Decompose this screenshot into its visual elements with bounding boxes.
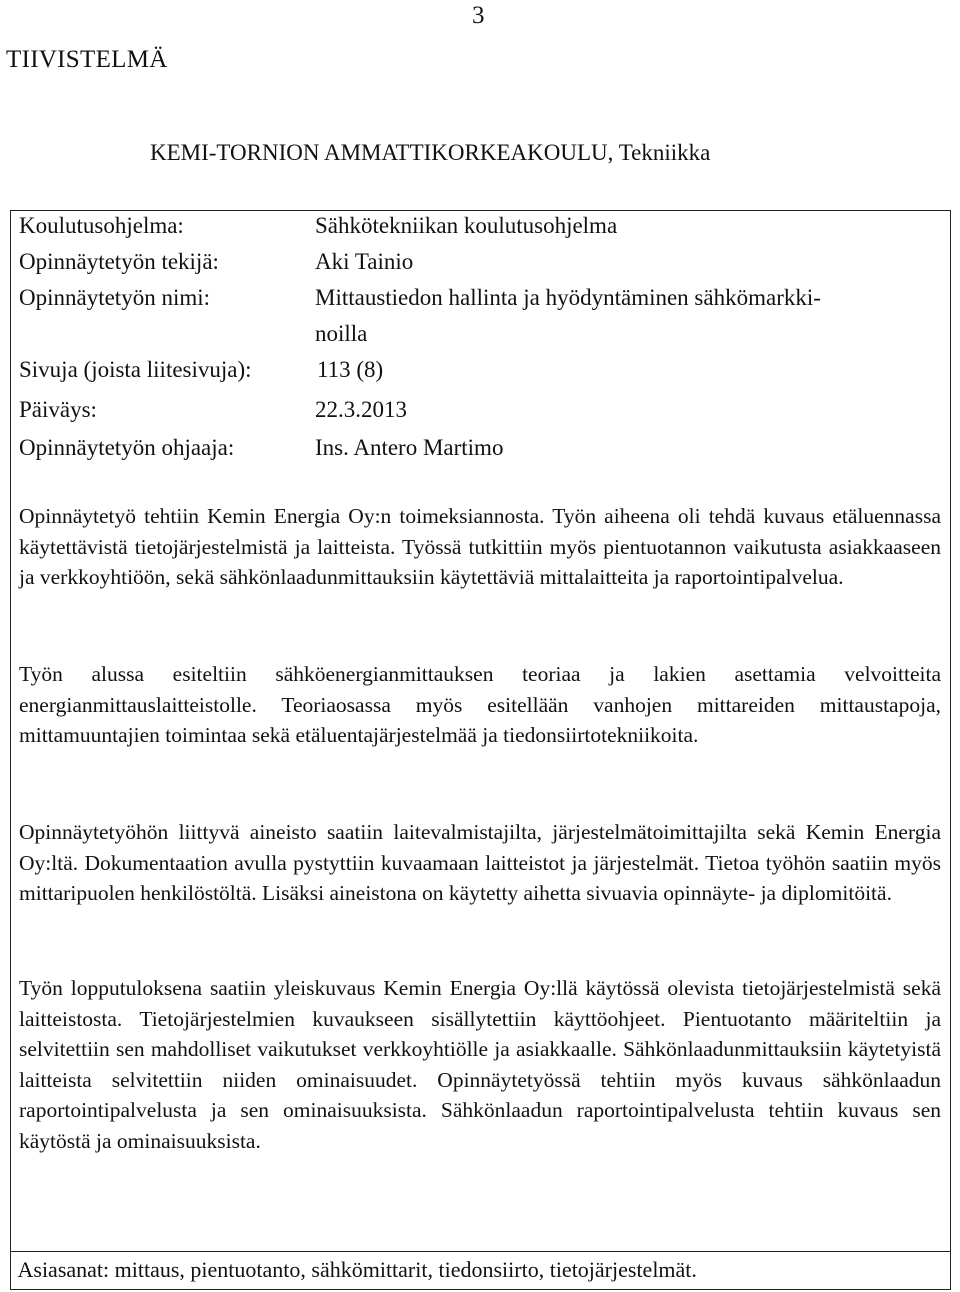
keywords-box <box>10 1251 951 1289</box>
supervisor-label: Opinnäytetyön ohjaaja: <box>19 435 235 460</box>
programme-label: Koulutusohjelma: <box>19 213 184 238</box>
supervisor-value: Ins. Antero Martimo <box>315 435 504 460</box>
pages-label: Sivuja (joista liitesivuja): <box>19 357 252 382</box>
author-label: Opinnäytetyön tekijä: <box>19 249 219 274</box>
author-value: Aki Tainio <box>315 249 414 274</box>
abstract-paragraph-2: Työn alussa esiteltiin sähköenergianmittauksen teoriaa ja lakien asettamia velvoitteita energianmittauslaitteistolle. Teoriaosassa myös esitellään vanhojen mittareiden mittaustapoja, mittamuuntajien toimintaa sekä etäluentajärjestelmää ja tiedonsiirtotekniikoita. <box>19 662 941 748</box>
abstract-paragraph-3: Opinnäytetyöhön liittyvä aineisto saatiin laitevalmistajilta, järjestelmätoimittajilta sekä Kemin Energia Oy:ltä. Dokumentaation avulla pystyttiin kuvaamaan laitteistot ja järjestelmät. Tietoa työhön saatiin myös mittaripuolen henkilöstöltä. Lisäksi aineistona on käytetty aihetta sivuavia opinnäyte- ja diplomitöitä. <box>19 820 941 906</box>
programme-value: Sähkötekniikan koulutusohjelma <box>315 213 618 238</box>
thesis-name-value-line1: Mittaustiedon hallinta ja hyödyntäminen sähkömarkki- <box>315 285 821 310</box>
page-number: 3 <box>472 2 485 29</box>
thesis-name-value-line2: noilla <box>315 321 368 346</box>
page-title: TIIVISTELMÄ <box>6 46 168 73</box>
pages-value: 113 (8) <box>317 357 384 382</box>
abstract-paragraph-4: Työn lopputuloksena saatiin yleiskuvaus Kemin Energia Oy:llä käytössä olevista tietojärjestelmistä sekä laitteistosta. Tietojärjestelmien kuvaukseen sisällytettiin käyttöohjeet. Pientuotanto määriteltiin ja selvitettiin sen mahdolliset vaikutukset verkkoyhtiölle ja asiakkaalle. Sähkönlaadunmittauksiin käytetyistä laitteista selvitettiin niiden ominaisuudet. Opinnäytetyössä tehtiin myös kuvaus sähkönlaadun raportointipalvelusta ja sen ominaisuuksista. Sähkönlaadun raportointipalvelusta tehtiin kuvaus sen käytöstä ja ominaisuuksista. <box>19 976 941 1153</box>
thesis-name-label: Opinnäytetyön nimi: <box>19 285 211 310</box>
keywords: Asiasanat: mittaus, pientuotanto, sähkömittarit, tiedonsiirto, tietojärjestelmät. <box>17 1257 697 1282</box>
school-heading: KEMI-TORNION AMMATTIKORKEAKOULU, Tekniikka <box>150 140 711 165</box>
abstract-box <box>10 210 951 1290</box>
date-value: 22.3.2013 <box>315 397 407 422</box>
date-label: Päiväys: <box>19 397 97 422</box>
abstract-paragraph-1: Opinnäytetyö tehtiin Kemin Energia Oy:n toimeksiannosta. Työn aiheena oli tehdä kuvaus etäluennassa käytettävistä tietojärjestelmistä ja laitteista. Työssä tutkittiin myös pientuotannon vaikutusta asiakkaaseen ja verkkoyhtiöön, sekä sähkönlaadunmittauksiin käytettäviä mittalaitteita ja raportointipalvelua. <box>19 504 941 590</box>
